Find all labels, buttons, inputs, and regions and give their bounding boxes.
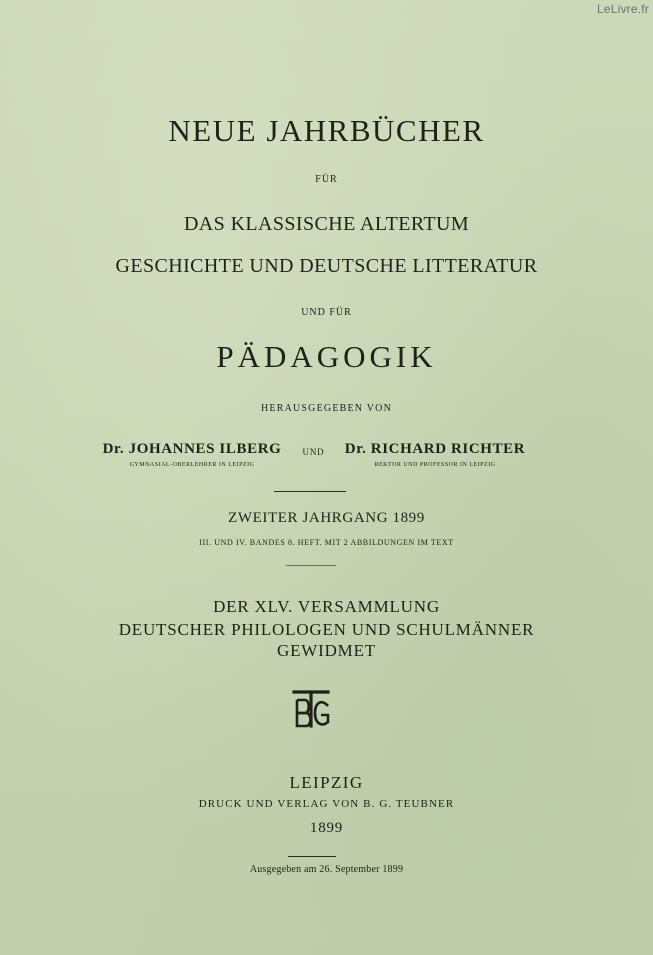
- dedication-line-1: DER XLV. VERSAMMLUNG: [213, 597, 440, 616]
- divider-rule-bottom: [288, 856, 336, 857]
- journal-title: NEUE JAHRBÜCHER: [168, 113, 485, 148]
- divider-rule: [274, 491, 346, 492]
- place: LEIPZIG: [289, 773, 364, 792]
- dedication-line-2: DEUTSCHER PHILOLOGEN UND SCHULMÄNNER: [118, 620, 535, 639]
- subtitle-line-2: GESCHICHTE UND DEUTSCHE LITTERATUR: [115, 255, 538, 277]
- publication-year: 1899: [309, 820, 344, 836]
- und-fuer-text: UND FÜR: [301, 307, 352, 318]
- editor-name: Dr. RICHARD RICHTER: [344, 441, 526, 457]
- editor-role: REKTOR UND PROFESSOR IN LEIPZIG: [374, 462, 496, 468]
- teubner-monogram-logo: [288, 686, 334, 732]
- editor-role: GYMNASIAL-OBERLEHRER IN LEIPZIG: [129, 462, 255, 468]
- issue-info: III. UND IV. BANDES 8. HEFT. MIT 2 ABBILDUNGEN IM TEXT: [199, 538, 454, 547]
- issued-date: Ausgegeben am 26. September 1899: [249, 864, 404, 875]
- subject-title: PÄDAGOGIK: [216, 339, 437, 374]
- watermark: LeLivre.fr: [596, 2, 649, 16]
- editor-richter: [335, 441, 535, 468]
- volume-year: ZWEITER JAHRGANG 1899: [228, 510, 425, 526]
- subtitle-line-1: DAS KLASSISCHE ALTERTUM: [183, 213, 470, 235]
- und-connector: UND: [302, 447, 325, 457]
- dedication-line-3: GEWIDMET: [277, 641, 376, 660]
- editor-name: Dr. JOHANNES ILBERG: [102, 441, 282, 457]
- editor-ilberg: [92, 441, 292, 468]
- fuer-text: FÜR: [315, 174, 338, 185]
- publisher: DRUCK UND VERLAG VON B. G. TEUBNER: [198, 798, 455, 810]
- divider-rule-dotted: [286, 565, 336, 566]
- herausgegeben-text: HERAUSGEGEBEN VON: [260, 403, 393, 414]
- editors: [0, 441, 653, 481]
